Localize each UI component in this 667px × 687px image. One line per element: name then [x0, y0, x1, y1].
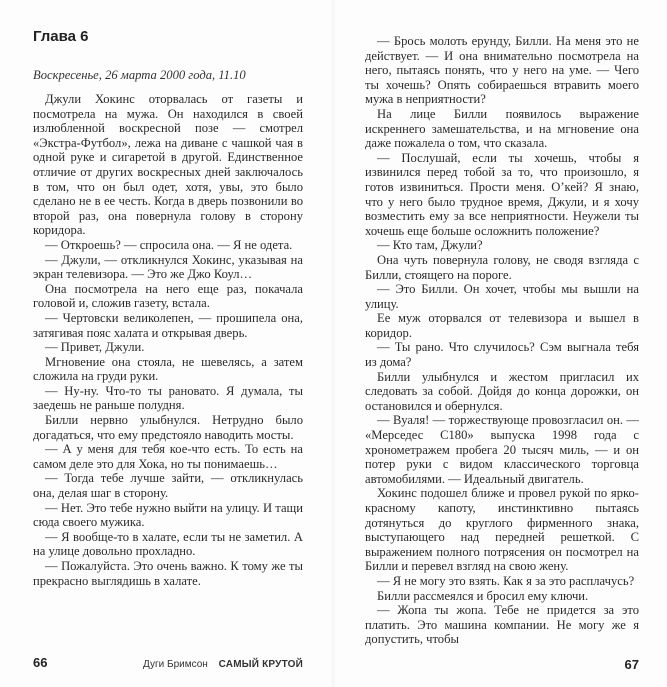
paragraph: — Жопа ты жопа. Тебе не придется за это платить. Это машина компании. Не могу же я допустить, чтобы [365, 603, 639, 647]
running-footer [143, 657, 303, 673]
paragraph: Билли нервно улыбнулся. Нетрудно было догадаться, что ему предстояло наводить мосты. [33, 413, 303, 442]
chapter-heading: Глава 6 [33, 28, 89, 45]
paragraph: — Привет, Джули. [45, 340, 145, 355]
left-page-body [33, 92, 303, 645]
paragraph: — Ты рано. Что случилось? Сэм выгнала тебя из дома? [365, 340, 639, 370]
paragraph: — Вуаля! — торжествующе провозгласил он. — «Мерседес С180» выпуска 1998 года с хронометражем пробега 20 тысяч миль, — и он потер руки с видом классического торговца автомобилями. — Идеальный двигатель. [365, 413, 639, 486]
paragraph: — Откроешь? — спросила она. — Я не одета. [45, 237, 293, 252]
footer-author: Дуги Бримсон [143, 658, 208, 670]
paragraph: — Кто там, Джули? [377, 238, 483, 253]
paragraph: Она чуть повернула голову, не сводя взгляда с Билли, стоящего на пороге. [365, 252, 639, 282]
right-page-footer [365, 657, 639, 673]
right-page [333, 0, 667, 687]
paragraph: — Это Билли. Он хочет, чтобы мы вышли на улицу. [365, 282, 639, 311]
paragraph: — Брось молоть ерунду, Билли. На меня это не действует. — И она внимательно посмотрела на него, пытаясь понять, что у него на уме. — Чего ты хочешь? Опять собираешься втравить моего мужа в неприятности? [365, 34, 639, 107]
paragraph: Джули Хокинс оторвалась от газеты и посмотрела на мужа. Он находился в своей излюбленной воскресной позе — смотрел «Экстра-Футбол», лежа на диване с чашкой чая в одной руке и сигаретой в другой. Единственное отличие от других воскресных дней заключалось в том, что он был одет, хотя, увы, это было сделано не в ее честь. Когда в дверь позвонили во второй раз, она повернула голову в сторону коридора. [33, 92, 303, 238]
left-page-footer [33, 655, 303, 673]
paragraph: — Пожалуйста. Это очень важно. К тому же ты прекрасно выглядишь в халате. [33, 559, 303, 588]
paragraph: Билли улыбнулся и жестом пригласил их следовать за собой. Дойдя до конца дорожки, он остановился и обернулся. [365, 369, 639, 413]
paragraph: Хокинс подошел ближе и провел рукой по ярко-красному капоту, инстинктивно пытаясь дотянуться до круглого фирменного знака, выступающего над передней решеткой. С выражением полного потрясения он посмотрел на Билли и перевел взгляд на свою жену. [365, 486, 639, 574]
dateline: Воскресенье, 26 марта 2000 года, 11.10 [33, 68, 246, 82]
left-page [0, 0, 333, 687]
page-number-left: 66 [33, 654, 48, 670]
paragraph: — Я не могу это взять. Как я за это расплачусь? [377, 573, 635, 588]
paragraph: Мгновение она стояла, не шевелясь, а затем сложила на груди руки. [33, 354, 303, 384]
paragraph: Она посмотрела на него еще раз, покачала головой и, сложив газету, встала. [33, 281, 303, 311]
paragraph: — А у меня для тебя кое-что есть. То есть на самом деле это для Хока, но ты понимаешь… [33, 442, 303, 471]
paragraph: На лице Билли появилось выражение искреннего замешательства, и на мгновение она даже пожалела о том, что сказала. [365, 106, 639, 151]
footer-book-title: САМЫЙ КРУТОЙ [218, 658, 303, 670]
paragraph: — Тогда тебе лучше зайти, — откликнулась она, делая шаг в сторону. [33, 471, 303, 501]
paragraph: — Я вообще-то в халате, если ты не заметил. А на улице довольно прохладно. [33, 529, 303, 559]
page-number-right: 67 [624, 656, 639, 672]
paragraph: — Ну-ну. Что-то ты рановато. Я думала, ты заедешь не раньше полудня. [33, 383, 303, 413]
paragraph: — Чертовски великолепен, — прошипела она, затягивая пояс халата и открывая дверь. [33, 310, 303, 340]
paragraph: Билли рассмеялся и бросил ему ключи. [377, 588, 589, 603]
paragraph: — Джули, — откликнулся Хокинс, указывая на экран телевизора. — Это же Джо Коул… [33, 252, 303, 282]
paragraph: — Послушай, если ты хочешь, чтобы я извинился перед тобой за то, что произошло, я готов извиниться. Прости меня. О’кей? Я знаю, что у него было трудное время, Джули, и я хочу возместить ему за все неприятности. Неужели ты хочешь еще больше осложнить положение? [365, 150, 639, 238]
paragraph: — Нет. Это тебе нужно выйти на улицу. И тащи сюда своего мужика. [33, 500, 303, 530]
paragraph: Ее муж оторвался от телевизора и вышел в коридор. [365, 311, 639, 340]
right-page-body [365, 34, 639, 647]
